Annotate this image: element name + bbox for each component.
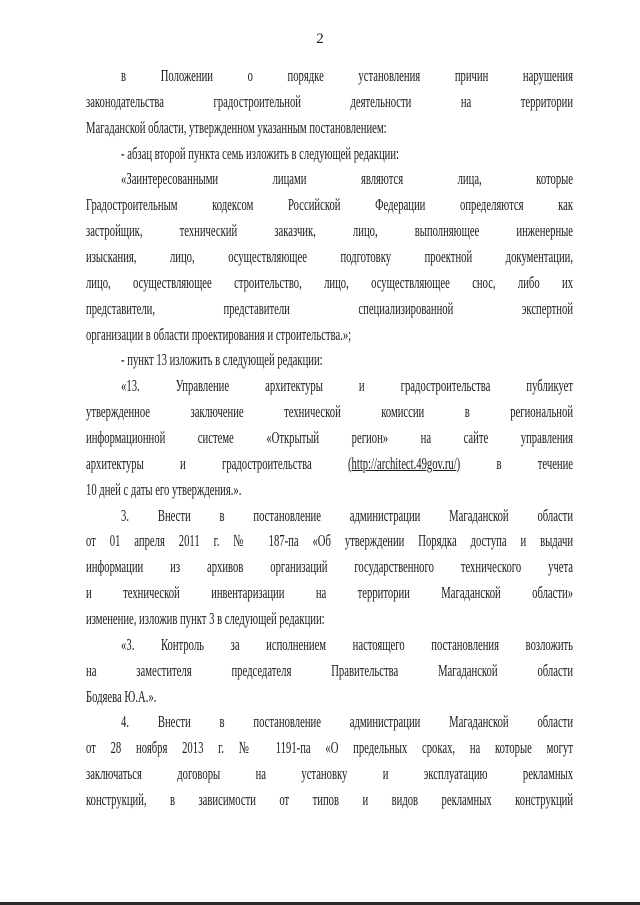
text-line: Магаданской области, утвержденном указанным постановлением: <box>86 117 387 137</box>
text-line: на заместителя председателя Правительства Магаданской области <box>86 660 574 680</box>
text-line: «3. Контроль за исполнением настоящего постановления возложить <box>121 634 574 654</box>
text-line: информации из архивов организаций государственного технического учета <box>86 557 574 577</box>
text-line: «Заинтересованными лицами являются лица, которые <box>121 169 574 189</box>
text-line: - абзац второй пункта семь изложить в следующей редакции: <box>121 143 399 163</box>
text-line: - пункт 13 изложить в следующей редакции: <box>121 350 323 370</box>
text-line: организации в области проектирования и строительства.»; <box>86 324 352 344</box>
text-line: изменение, изложив пункт 3 в следующей редакции: <box>86 609 325 629</box>
text-segment: в течение <box>496 453 574 473</box>
text-line: «13. Управление архитектуры и градостроительства публикует <box>121 376 574 396</box>
website-link[interactable]: (http://architect.49gov.ru/) <box>348 453 461 473</box>
text-line: в Положении о порядке установления причин нарушения <box>121 66 574 85</box>
body-text <box>86 63 573 813</box>
text-line: 10 дней с даты его утверждения.». <box>86 479 242 499</box>
text-line: 4. Внести в постановление администрации Магаданской области <box>121 712 574 732</box>
text-line: и технической инвентаризации на территории Магаданской области» <box>86 583 574 603</box>
page-number: 2 <box>316 31 324 47</box>
text-line: законодательства градостроительной деятельности на территории <box>86 91 574 111</box>
text-line: заключаться договоры на установку и эксплуатацию рекламных <box>86 764 574 784</box>
text-line: изыскания, лицо, осуществляющее подготовку проектной документации, <box>86 247 574 267</box>
text-line: информационной системе «Открытый регион» на сайте управления <box>86 428 574 448</box>
text-line <box>86 451 573 477</box>
text-line: конструкций, в зависимости от типов и видов рекламных конструкций <box>86 790 574 810</box>
text-line: Градостроительным кодексом Российской Федерации определяются как <box>86 195 574 215</box>
text-line: представители, представители специализированной экспертной <box>86 298 574 318</box>
text-line: Бодяева Ю.А.». <box>86 686 157 706</box>
text-line: застройщик, технический заказчик, лицо, выполняющее инженерные <box>86 221 574 241</box>
text-line: утвержденное заключение технической комиссии в региональной <box>86 402 574 422</box>
text-line: 3. Внести в постановление администрации Магаданской области <box>121 505 574 525</box>
text-segment: архитектуры и градостроительства <box>86 453 312 473</box>
text-line: от 28 ноября 2013 г. № 1191-па «О предельных сроках, на которые могут <box>86 738 574 758</box>
text-line: от 01 апреля 2011 г. № 187-па «Об утверждении Порядка доступа и выдачи <box>86 531 574 551</box>
text-line: лицо, осуществляющее строительство, лицо, осуществляющее снос, либо их <box>86 272 574 292</box>
